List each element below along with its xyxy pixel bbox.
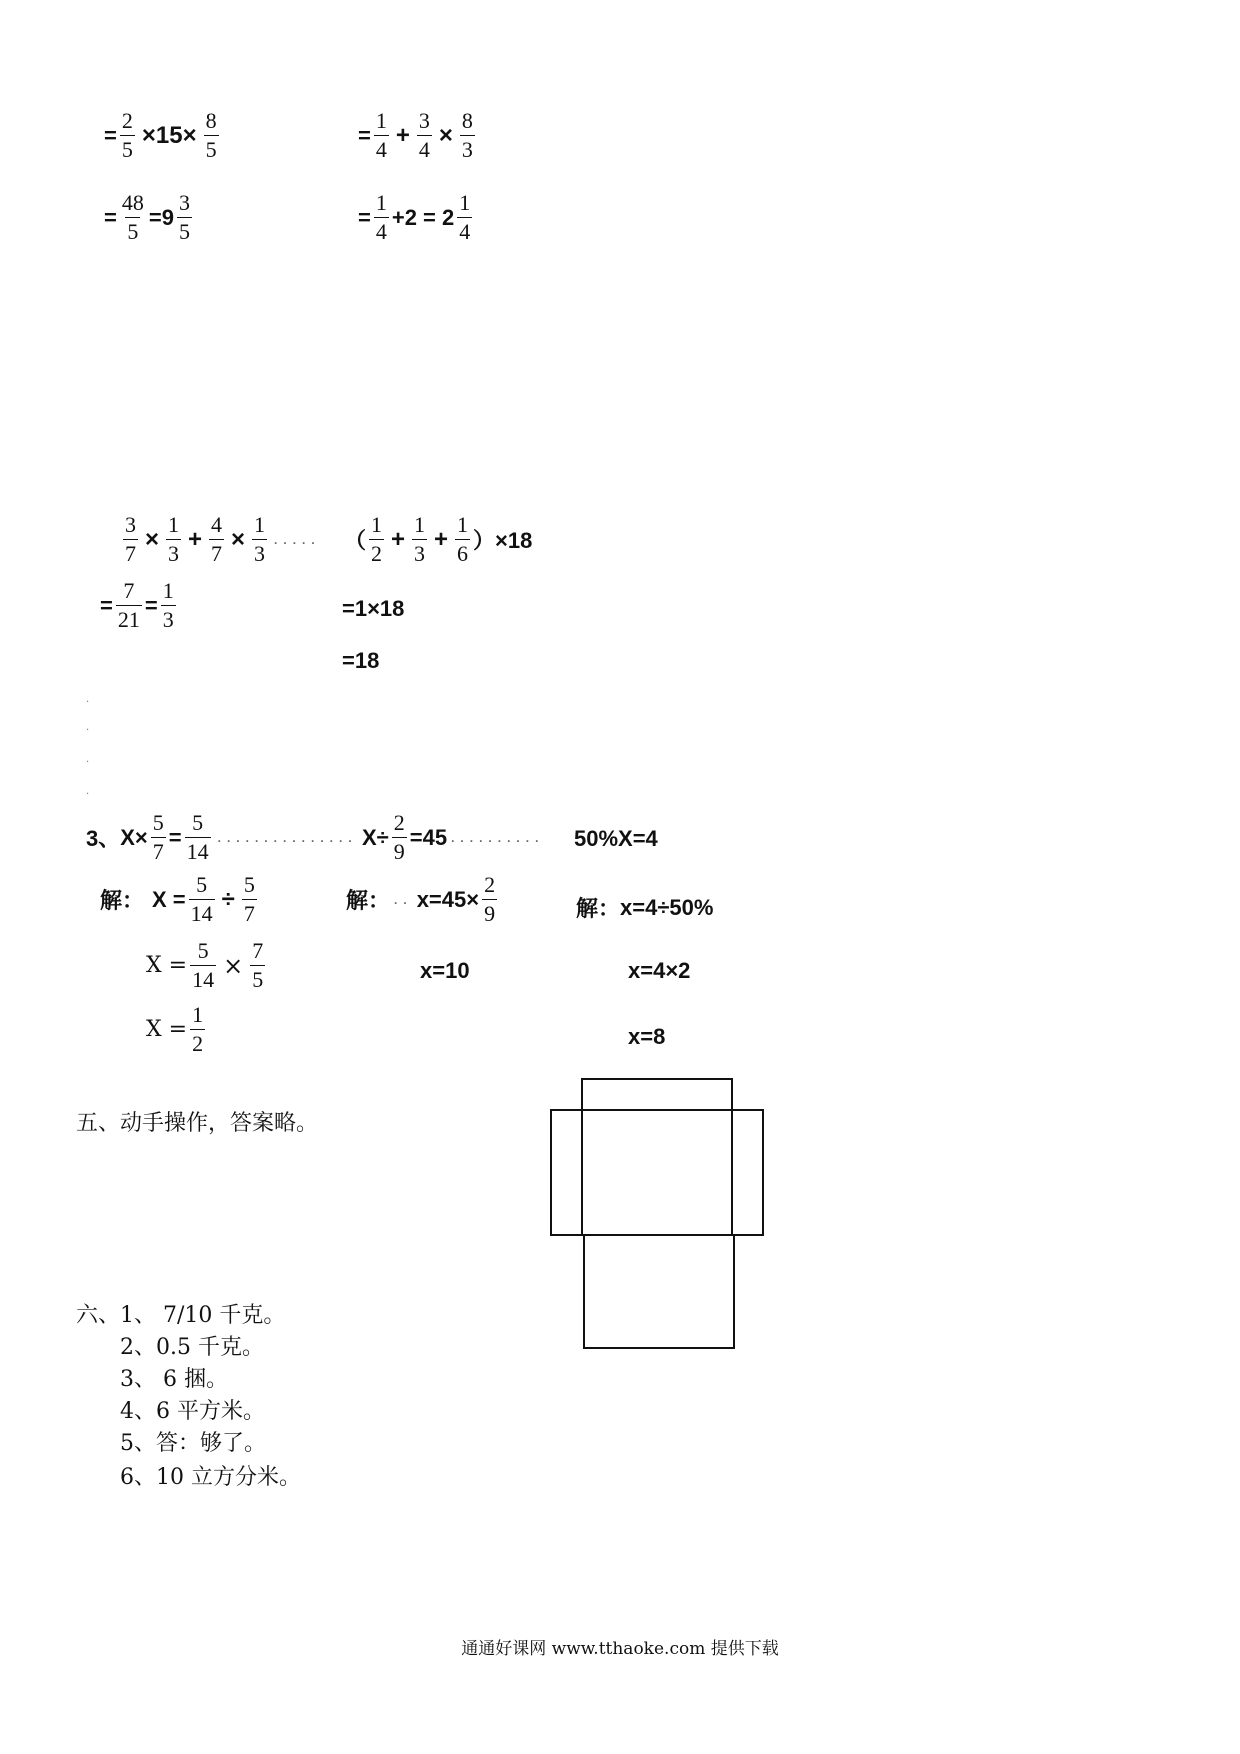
solution-1-step-3 bbox=[146, 1004, 208, 1055]
calc-top-left-line1 bbox=[104, 110, 222, 161]
equals-sign: = bbox=[144, 592, 158, 618]
equals-sign: = bbox=[358, 122, 371, 148]
stray-dot: . bbox=[86, 694, 90, 705]
operator: × bbox=[223, 951, 244, 980]
step-text: x=4×2 bbox=[628, 958, 691, 983]
operator: + bbox=[188, 525, 203, 553]
equals-sign: = bbox=[100, 592, 113, 618]
close-paren-times: ）×18 bbox=[473, 528, 533, 553]
operator: × bbox=[438, 121, 453, 149]
fraction: $\frac{5}{7}$ bbox=[243, 872, 255, 926]
equals-sign: = bbox=[168, 824, 182, 850]
step-text: =1×18 bbox=[342, 596, 405, 621]
solution-label: 解： bbox=[346, 888, 391, 913]
fraction: $\frac{48}{5}$ bbox=[121, 190, 144, 244]
step-text: =18 bbox=[342, 648, 380, 673]
equation-lhs: X÷ bbox=[362, 824, 389, 850]
fraction: $\frac{2}{5}$ bbox=[121, 108, 133, 162]
calc-top-right-line1 bbox=[358, 110, 478, 161]
section-6-item-3: 3、 6 捆。 bbox=[120, 1367, 228, 1392]
section-6-item-1: 六、1、 7/10 千克。 bbox=[76, 1303, 286, 1328]
section-6-item-5: 5、答：够了。 bbox=[120, 1431, 266, 1456]
fraction: $\frac{8}{3}$ bbox=[461, 108, 473, 162]
net-base-face bbox=[582, 1110, 732, 1235]
equals-sign: = bbox=[104, 204, 117, 230]
equation-rhs: =45 bbox=[409, 824, 448, 850]
equation-lhs: x=45× bbox=[416, 886, 480, 912]
mixed-number-whole: =9 bbox=[148, 204, 174, 230]
stray-dot: . bbox=[86, 722, 90, 733]
net-left-flap bbox=[551, 1110, 582, 1235]
calc-mid-right-step2 bbox=[342, 648, 379, 674]
stray-dot: . bbox=[86, 754, 90, 765]
fraction: $\frac{1}{3}$ bbox=[254, 512, 266, 566]
question-number: 3、 bbox=[86, 826, 121, 851]
fraction: $\frac{1}{3}$ bbox=[414, 512, 426, 566]
equation-lhs: X× bbox=[120, 824, 148, 850]
calc-mid-left-result bbox=[100, 580, 179, 631]
dotted-leader: ..... bbox=[274, 532, 321, 547]
equation-rhs: x=4÷50% bbox=[620, 894, 714, 920]
equation-3 bbox=[574, 826, 658, 852]
operator: + bbox=[391, 525, 406, 553]
operator: × bbox=[231, 525, 246, 553]
dotted-leader: ............... bbox=[217, 830, 358, 845]
equals-sign: = bbox=[104, 122, 117, 148]
net-top-flap bbox=[582, 1079, 732, 1110]
section-6-item-4: 4、6 平方米。 bbox=[120, 1399, 265, 1424]
footer-text: 通通好课网 www.tthaoke.com 提供下载 bbox=[461, 1639, 779, 1659]
equation-1 bbox=[86, 812, 362, 863]
fraction: $\frac{2}{9}$ bbox=[393, 810, 405, 864]
solution-1-step-1 bbox=[100, 874, 260, 925]
section-5-text: 五、动手操作，答案略。 bbox=[76, 1111, 319, 1136]
solution-1-step-2 bbox=[146, 940, 268, 991]
operator: ÷ bbox=[221, 885, 235, 913]
fraction: $\frac{5}{7}$ bbox=[152, 810, 164, 864]
fraction: $\frac{1}{4}$ bbox=[459, 190, 471, 244]
calc-mid-left-expr bbox=[120, 514, 325, 565]
section-6-item-6: 6、10 立方分米。 bbox=[120, 1465, 301, 1490]
dotted-leader: .......... bbox=[451, 830, 545, 845]
fraction: $\frac{1}{2}$ bbox=[371, 512, 383, 566]
calc-top-right-line2 bbox=[358, 192, 475, 243]
equation-lhs: X = bbox=[146, 1017, 188, 1042]
fraction: $\frac{3}{7}$ bbox=[125, 512, 136, 566]
step-text: x=10 bbox=[420, 958, 470, 983]
solution-3-step-1 bbox=[576, 892, 713, 923]
equation-lhs: X = bbox=[146, 953, 188, 978]
solution-2-step-2 bbox=[420, 958, 470, 984]
operator: ×15× bbox=[141, 121, 197, 149]
fraction: $\frac{1}{4}$ bbox=[375, 108, 387, 162]
fraction: $\frac{5}{14}$ bbox=[192, 938, 215, 992]
operator: + bbox=[395, 121, 410, 149]
equation-lhs: X = bbox=[152, 886, 186, 912]
calc-mid-right-expr bbox=[344, 514, 532, 565]
calc-mid-right-step1 bbox=[342, 596, 404, 622]
fraction: $\frac{4}{7}$ bbox=[211, 512, 223, 566]
operator: + bbox=[434, 525, 449, 553]
fraction: $\frac{8}{5}$ bbox=[205, 108, 217, 162]
fraction: $\frac{1}{6}$ bbox=[457, 512, 469, 566]
fraction: $\frac{1}{3}$ bbox=[162, 578, 174, 632]
net-bottom-face bbox=[584, 1235, 734, 1348]
expression-part: +2 = 2 bbox=[391, 204, 455, 230]
solution-label: 解： bbox=[576, 896, 621, 921]
dotted-leader: .. bbox=[394, 892, 413, 907]
solution-3-step-3 bbox=[628, 1024, 665, 1050]
fraction: $\frac{1}{3}$ bbox=[168, 512, 180, 566]
fraction: $\frac{1}{4}$ bbox=[375, 190, 387, 244]
equation-text: 50%X=4 bbox=[574, 826, 658, 851]
fraction: $\frac{5}{14}$ bbox=[190, 872, 213, 926]
fraction: $\frac{3}{5}$ bbox=[178, 190, 190, 244]
solution-2-step-1 bbox=[346, 874, 500, 925]
fraction: $\frac{3}{4}$ bbox=[418, 108, 430, 162]
operator: × bbox=[145, 525, 160, 553]
net-right-flap bbox=[732, 1110, 763, 1235]
stray-dot: . bbox=[86, 786, 90, 797]
fraction: $\frac{2}{9}$ bbox=[484, 872, 496, 926]
fraction: $\frac{1}{2}$ bbox=[192, 1002, 204, 1056]
equals-sign: = bbox=[358, 204, 371, 230]
solution-3-step-2 bbox=[628, 958, 690, 984]
fraction: $\frac{7}{5}$ bbox=[252, 938, 264, 992]
fraction: $\frac{7}{21}$ bbox=[117, 578, 140, 632]
solution-label: 解： bbox=[100, 888, 145, 913]
section-6-item-2: 2、0.5 千克。 bbox=[120, 1335, 264, 1360]
box-net-diagram bbox=[540, 1070, 770, 1350]
equation-2 bbox=[362, 812, 548, 863]
open-paren: （ bbox=[344, 528, 367, 553]
step-text: x=8 bbox=[628, 1024, 666, 1049]
fraction: $\frac{5}{14}$ bbox=[186, 810, 209, 864]
calc-top-left-line2 bbox=[104, 192, 195, 243]
